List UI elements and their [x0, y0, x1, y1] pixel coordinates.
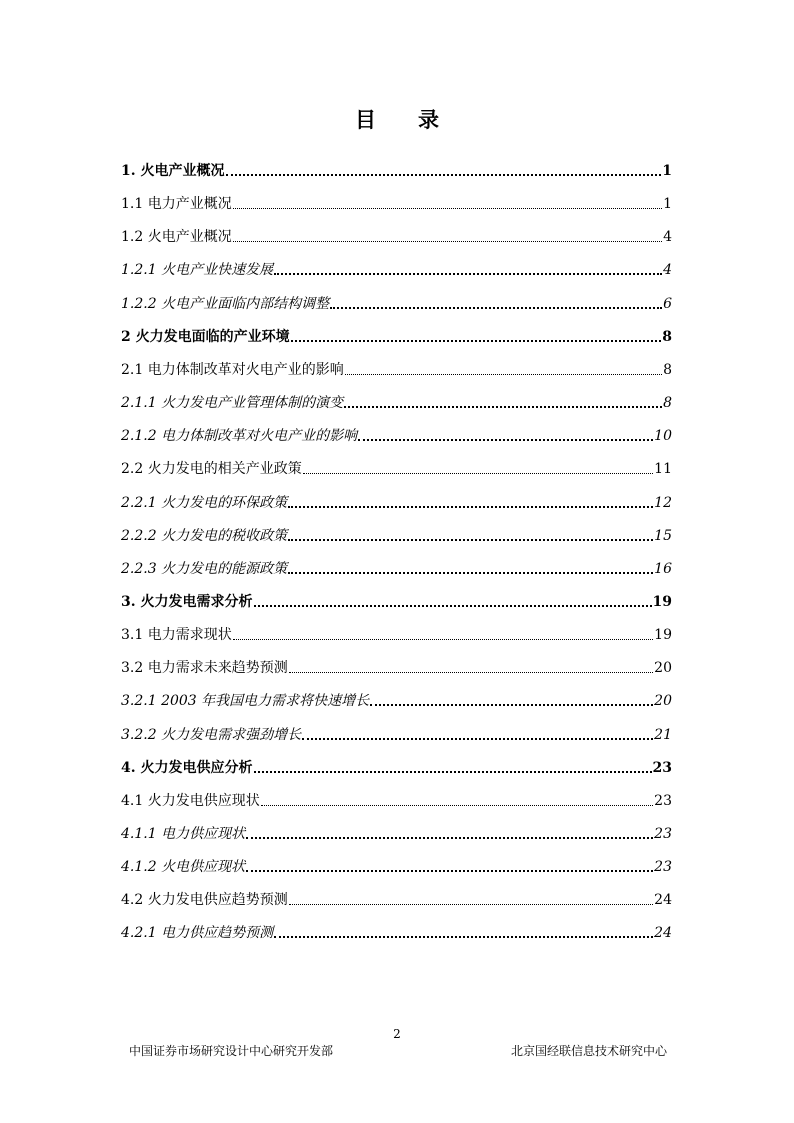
- toc-entry-page: 1: [662, 163, 672, 179]
- toc-title: 目 录: [355, 107, 439, 132]
- toc-leader-dots: [288, 539, 653, 541]
- toc-entry-page: 16: [654, 561, 672, 577]
- toc-leader-dots: [233, 241, 662, 242]
- toc-entry-label: 1.2 火电产业概况: [121, 229, 232, 245]
- toc-leader-dots: [344, 406, 662, 408]
- toc-entry-page: 15: [654, 528, 672, 544]
- toc-leader-dots: [288, 506, 653, 508]
- toc-entry[interactable]: [121, 724, 672, 744]
- toc-entry[interactable]: [121, 392, 672, 412]
- toc-entry-label: 4.2 火力发电供应趋势预测: [121, 892, 288, 908]
- toc-entry-label: 1.2.2 火电产业面临内部结构调整: [121, 296, 330, 312]
- toc-entry-page: 20: [654, 693, 672, 709]
- toc-entry-label: 2.2 火力发电的相关产业政策: [121, 461, 302, 477]
- toc-entry-label: 2 火力发电面临的产业环境: [121, 329, 290, 345]
- toc-entry-label: 1.2.1 火电产业快速发展: [121, 262, 274, 278]
- toc-entry-page: 8: [662, 329, 672, 345]
- toc-entry-page: 1: [663, 196, 672, 212]
- toc-entry-page: 23: [654, 826, 672, 842]
- toc-leader-dots: [291, 340, 662, 342]
- toc-entry-label: 3.1 电力需求现状: [121, 627, 232, 643]
- toc-leader-dots: [330, 307, 662, 309]
- toc-entry-label: 3.2 电力需求未来趋势预测: [121, 660, 288, 676]
- toc-entry-label: 2.1 电力体制改革对火电产业的影响: [121, 362, 344, 378]
- toc-entry[interactable]: [121, 492, 672, 512]
- toc-entry-page: 10: [654, 428, 672, 444]
- toc-entry[interactable]: [121, 259, 672, 279]
- toc-entry-page: 24: [654, 925, 672, 941]
- toc-leader-dots: [289, 672, 653, 673]
- toc-entry[interactable]: [121, 889, 672, 909]
- toc-entry[interactable]: [121, 591, 672, 611]
- toc-entry-label: 2.1.2 电力体制改革对火电产业的影响: [121, 428, 358, 444]
- toc-entry-label: 4.1.2 火电供应现状: [121, 859, 246, 875]
- toc-leader-dots: [246, 870, 653, 872]
- toc-entry[interactable]: [121, 624, 672, 644]
- toc-entry-label: 2.2.2 火力发电的税收政策: [121, 528, 288, 544]
- toc-entry-page: 8: [663, 362, 672, 378]
- toc-entry-page: 19: [652, 594, 672, 610]
- toc-entry-label: 4.1.1 电力供应现状: [121, 826, 246, 842]
- toc-entry-page: 8: [663, 395, 672, 411]
- toc-entry-page: 12: [654, 495, 672, 511]
- toc-entry-page: 23: [652, 760, 672, 776]
- toc-entry-page: 4: [663, 262, 672, 278]
- toc-entry-page: 23: [654, 793, 672, 809]
- toc-leader-dots: [358, 439, 653, 441]
- toc-entry[interactable]: [121, 160, 672, 180]
- toc-entry[interactable]: [121, 525, 672, 545]
- toc-entry-label: 1. 火电产业概况: [121, 163, 225, 179]
- toc-leader-dots: [254, 605, 652, 607]
- page-number: 2: [393, 1027, 401, 1041]
- toc-entry-page: 4: [663, 229, 672, 245]
- toc-entry[interactable]: [121, 458, 672, 478]
- toc-entry[interactable]: [121, 359, 672, 379]
- toc-entry-label: 4.1 火力发电供应现状: [121, 793, 260, 809]
- toc-leader-dots: [233, 639, 653, 640]
- toc-entry[interactable]: [121, 790, 672, 810]
- toc-leader-dots: [303, 473, 653, 474]
- toc-leader-dots: [261, 805, 653, 806]
- toc-entry-label: 2.1.1 火力发电产业管理体制的演变: [121, 395, 344, 411]
- toc-leader-dots: [226, 174, 662, 176]
- toc-leader-dots: [289, 904, 653, 905]
- toc-entry[interactable]: [121, 226, 672, 246]
- toc-entry-label: 3.2.2 火力发电需求强劲增长: [121, 727, 302, 743]
- toc-entry-page: 6: [663, 296, 672, 312]
- toc-leader-dots: [254, 771, 652, 773]
- toc-leader-dots: [233, 208, 662, 209]
- toc-entry-label: 3. 火力发电需求分析: [121, 594, 253, 610]
- toc-entry-label: 1.1 电力产业概况: [121, 196, 232, 212]
- footer-right: 北京国经联信息技术研究中心: [510, 1044, 667, 1058]
- toc-entry-page: 20: [654, 660, 672, 676]
- toc-entry-label: 4. 火力发电供应分析: [121, 760, 253, 776]
- toc-leader-dots: [345, 374, 662, 375]
- toc-entry[interactable]: [121, 657, 672, 677]
- toc-entry-label: 4.2.1 电力供应趋势预测: [121, 925, 274, 941]
- footer-left: 中国证券市场研究设计中心研究开发部: [129, 1044, 334, 1058]
- toc-leader-dots: [274, 936, 653, 938]
- toc-entry-page: 19: [654, 627, 672, 643]
- toc-entry[interactable]: [121, 558, 672, 578]
- toc-entry[interactable]: [121, 425, 672, 445]
- toc-entry[interactable]: [121, 326, 672, 346]
- toc-entry[interactable]: [121, 690, 672, 710]
- toc-leader-dots: [246, 837, 653, 839]
- toc-leader-dots: [370, 704, 653, 706]
- toc-entry[interactable]: [121, 193, 672, 213]
- toc-entry[interactable]: [121, 757, 672, 777]
- toc-leader-dots: [288, 572, 653, 574]
- toc-entry[interactable]: [121, 293, 672, 313]
- toc-entry-label: 2.2.1 火力发电的环保政策: [121, 495, 288, 511]
- toc-entry[interactable]: [121, 856, 672, 876]
- toc-entry-page: 23: [654, 859, 672, 875]
- toc-entry-page: 21: [654, 727, 672, 743]
- toc-entry[interactable]: [121, 823, 672, 843]
- toc-entry-page: 24: [654, 892, 672, 908]
- toc-entry-label: 2.2.3 火力发电的能源政策: [121, 561, 288, 577]
- toc-leader-dots: [274, 273, 662, 275]
- toc-entry[interactable]: [121, 922, 672, 942]
- toc-entry-label: 3.2.1 2003 年我国电力需求将快速增长: [121, 693, 370, 709]
- toc-entry-page: 11: [654, 461, 672, 477]
- toc-leader-dots: [302, 738, 653, 740]
